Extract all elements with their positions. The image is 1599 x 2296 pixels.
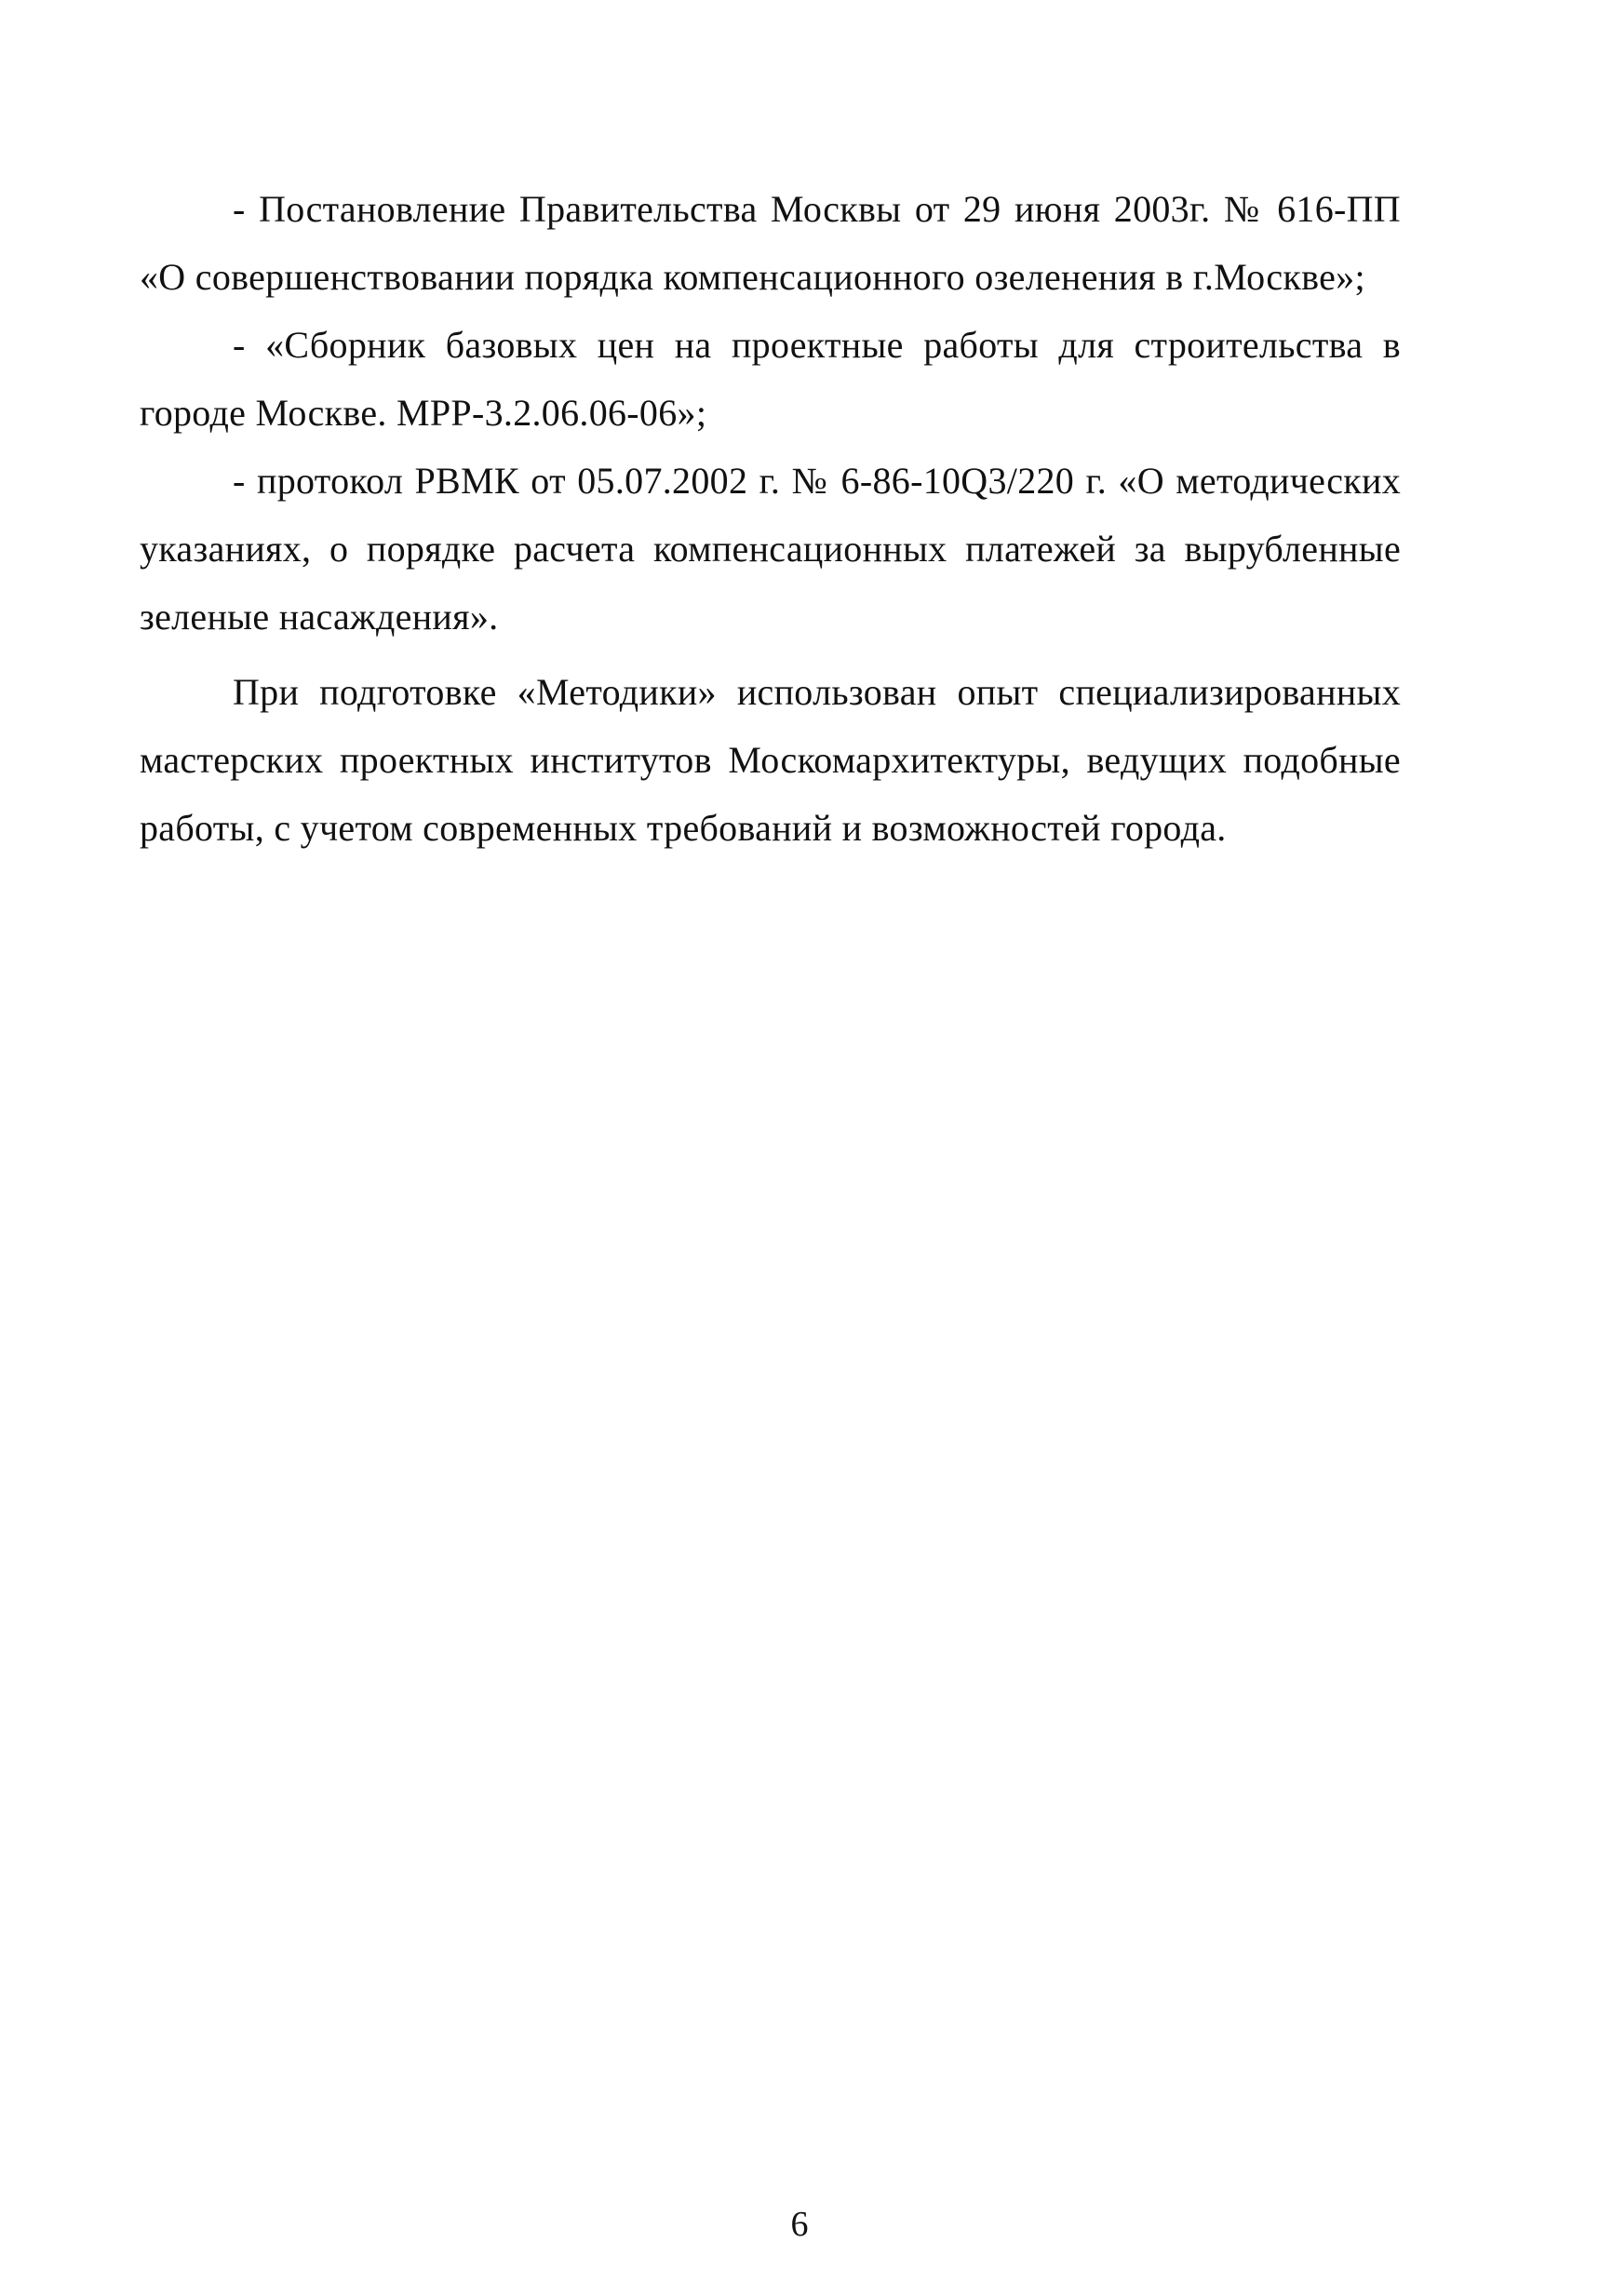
page-number: 6	[790, 2205, 809, 2244]
list-item-price-collection: - «Сборник базовых цен на проектные работы для строительства в городе Москве. МРР-3.2.06.06-06»;	[140, 324, 1401, 434]
methodology-paragraph: При подготовке «Методики» использован опыт специализированных мастерских проектных институтов Москомархитектуры, ведущих подобные работы, с учетом современных требований и возможностей города.	[140, 671, 1401, 849]
list-item-decree: - Постановление Правительства Москвы от 29 июня 2003г. № 616-ПП «О совершенствовании порядка компенсационного озеленения в г.Москве»;	[140, 188, 1401, 298]
document-body	[140, 175, 1401, 862]
list-item-protocol: - протокол РВМК от 05.07.2002 г. № 6-86-10Q3/220 г. «О методических указаниях, о порядке расчета компенсационных платежей за вырубленные зеленые насаждения».	[140, 460, 1401, 638]
